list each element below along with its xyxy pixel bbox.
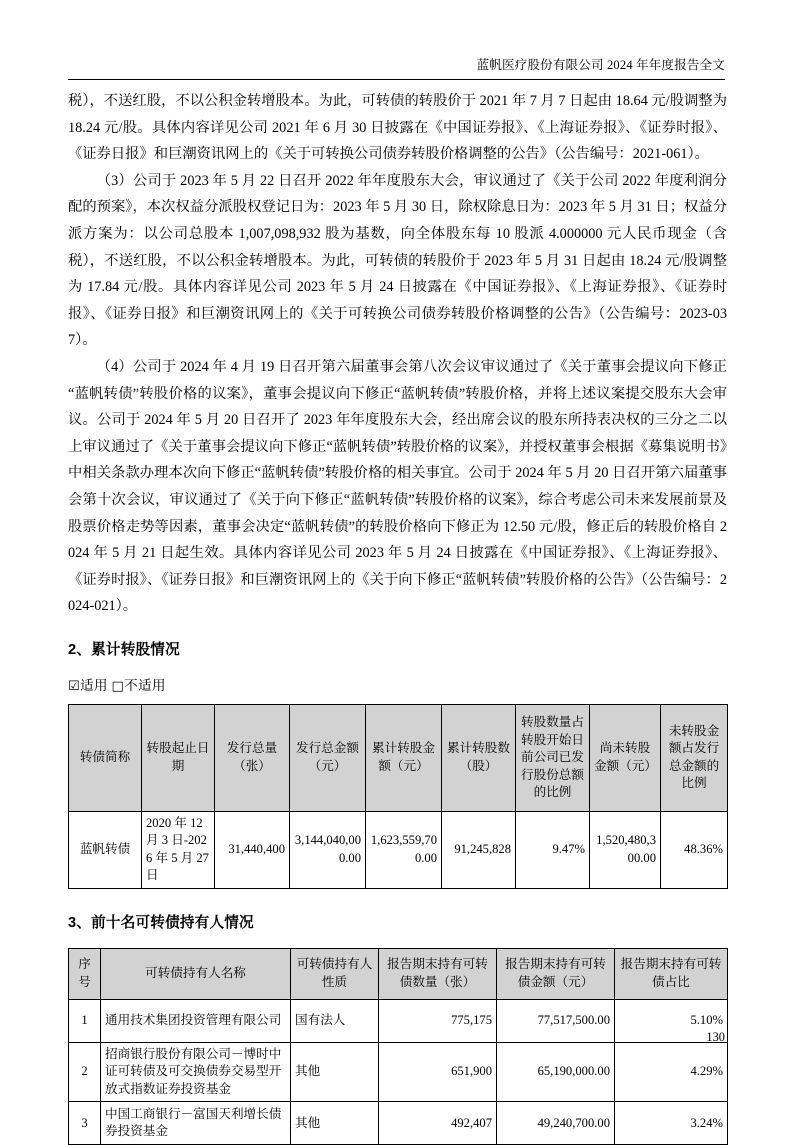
cell-holding-share: 3.24% [615,1102,728,1145]
section-heading-cumulative-conversion: 2、累计转股情况 [68,641,180,658]
col-holding-amount: 报告期末持有可转债金额（元） [497,948,615,999]
col-holding-quantity: 报告期末持有可转债数量（张） [379,948,497,999]
cell-holding-share: 5.10% [615,999,728,1042]
checkbox-not-applicable[interactable]: □ [111,678,125,694]
cell-conversion-ratio: 9.47% [516,811,590,888]
col-issue-volume: 发行总量（张） [215,704,290,811]
cell-rank: 1 [69,999,101,1042]
running-header-title: 蓝帆医疗股份有限公司 2024 年年度报告全文 [476,58,725,72]
table-row [69,811,728,888]
table-cumulative-conversion [68,704,728,889]
cell-cumulative-conversion-amount: 1,623,559,700.00 [366,811,442,888]
cell-conversion-period: 2020 年 12 月 3 日-2026 年 5 月 27 日 [142,811,215,888]
paragraph-continued: 税），不送红股，不以公积金转增股本。为此，可转债的转股价于 2021 年 7 月 7 日起由 18.64 元/股调整为 18.24 元/股。具体内容详见公司 2021 年 6 月 30 日披露在《中国证券报》、《上海证券报》、《证券时报》、《证券日报》和巨潮资讯网上的《关于可转换公司债券转股价格调整的公告》（公告编号：2021-061）。 [68,93,727,163]
paragraph-item-4: （4）公司于 2024 年 4 月 19 日召开第六届董事会第八次会议审议通过了《关于董事会提议向下修正“蓝帆转债”转股价格的议案》，董事会提议向下修正“蓝帆转债”转股价格，并将上述议案提交股东大会审议。公司于 2024 年 5 月 20 日召开了 2023 年年度股东大会，经出席会议的股东所持表决权的三分之二以上审议通过了《关于董事会提议向下修正“蓝帆转债”转股价格的议案》，并授权董事会根据《募集说明书》中相关条款办理本次向下修正“蓝帆转债”转股价格的相关事宜。公司于 2024 年 5 月 20 日召开第六届董事会第十次会议，审议通过了《关于向下修正“蓝帆转债”转股价格的议案》，综合考虑公司未来发展前景及股票价格走势等因素，董事会决定“蓝帆转债”的转股价格向下修正为 12.50 元/股，修正后的转股价格自 2024 年 5 月 21 日起生效。具体内容详见公司 2023 年 5 月 24 日披露在《中国证券报》、《上海证券报》、《证券时报》、《证券日报》和巨潮资讯网上的《关于向下修正“蓝帆转债”转股价格的公告》（公告编号：2024-021）。 [68,358,727,615]
col-conversion-ratio: 转股数量占转股开始日前公司已发行股份总额的比例 [516,704,590,811]
col-cumulative-conversion-amount: 累计转股金额（元） [366,704,442,811]
cell-holder-name: 通用技术集团投资管理有限公司 [101,999,291,1042]
table-header-row [69,948,728,999]
cell-cumulative-conversion-shares: 91,245,828 [442,811,516,888]
label-applicable: 适用 [79,677,108,693]
cell-issue-volume: 31,440,400 [215,811,290,888]
table-row [69,1042,728,1102]
col-unconverted-amount: 尚未转股金额（元） [590,704,661,811]
col-bond-name: 转债简称 [69,704,142,811]
cell-bond-name: 蓝帆转债 [69,811,142,888]
cell-rank: 2 [69,1042,101,1102]
col-unconverted-ratio: 未转股金额占发行总金额的比例 [661,704,728,811]
col-holder-name: 可转债持有人名称 [101,948,291,999]
col-holder-nature: 可转债持有人性质 [291,948,379,999]
cell-holder-name: 招商银行股份有限公司－博时中证可转债及可交换债券交易型开放式指数证券投资基金 [101,1042,291,1102]
cell-holding-amount: 65,190,000.00 [497,1042,615,1102]
cell-holder-nature: 其他 [291,1042,379,1102]
cell-holding-amount: 77,517,500.00 [497,999,615,1042]
label-not-applicable: 不适用 [124,677,166,693]
col-cumulative-conversion-shares: 累计转股数（股） [442,704,516,811]
page-content [68,88,727,1145]
page-number: 130 [706,1030,725,1044]
cell-holding-quantity: 492,407 [379,1102,497,1145]
cell-issue-amount: 3,144,040,000.00 [290,811,366,888]
col-issue-amount: 发行总金额（元） [290,704,366,811]
cell-unconverted-ratio: 48.36% [661,811,728,888]
cell-unconverted-amount: 1,520,480,300.00 [590,811,661,888]
paragraph-item-3: （3）公司于 2023 年 5 月 22 日召开 2022 年年度股东大会，审议通过了《关于公司 2022 年度利润分配的预案》，本次权益分派股权登记日为：2023 年 5 月 30 日，除权除息日为：2023 年 5 月 31 日；权益分派方案为：以公司总股本 1,007,098,932 股为基数，向全体股东每 10 股派 4.000000 元人民币现金（含税），不送红股，不以公积金转增股本。为此，可转债的转股价于 2023 年 5 月 31 日起由 18.24 元/股调整为 17.84 元/股。具体内容详见公司 2023 年 5 月 24 日披露在《中国证券报》、《上海证券报》、《证券时报》、《证券日报》和巨潮资讯网上的《关于可转换公司债券转股价格调整的公告》（公告编号：2023-037）。 [68,172,727,349]
cell-holder-name: 中国工商银行－富国天利增长债券投资基金 [101,1102,291,1145]
col-conversion-period: 转股起止日期 [142,704,215,811]
col-rank: 序号 [69,948,101,999]
cell-holder-nature: 其他 [291,1102,379,1145]
table-row [69,1102,728,1145]
section-heading-top-holders: 3、前十名可转债持有人情况 [68,914,254,931]
table-header-row [69,704,728,811]
cell-holder-nature: 国有法人 [291,999,379,1042]
checkbox-applicable-checked[interactable]: ☑ [68,678,80,694]
table-top-convertible-bond-holders [68,948,728,1145]
applicability-line [68,676,727,697]
cell-holding-quantity: 651,900 [379,1042,497,1102]
cell-holding-share: 4.29% [615,1042,728,1102]
cell-holding-quantity: 775,175 [379,999,497,1042]
col-holding-share: 报告期末持有可转债占比 [615,948,728,999]
header-divider-rule [68,79,725,80]
cell-holding-amount: 49,240,700.00 [497,1102,615,1145]
cell-rank: 3 [69,1102,101,1145]
